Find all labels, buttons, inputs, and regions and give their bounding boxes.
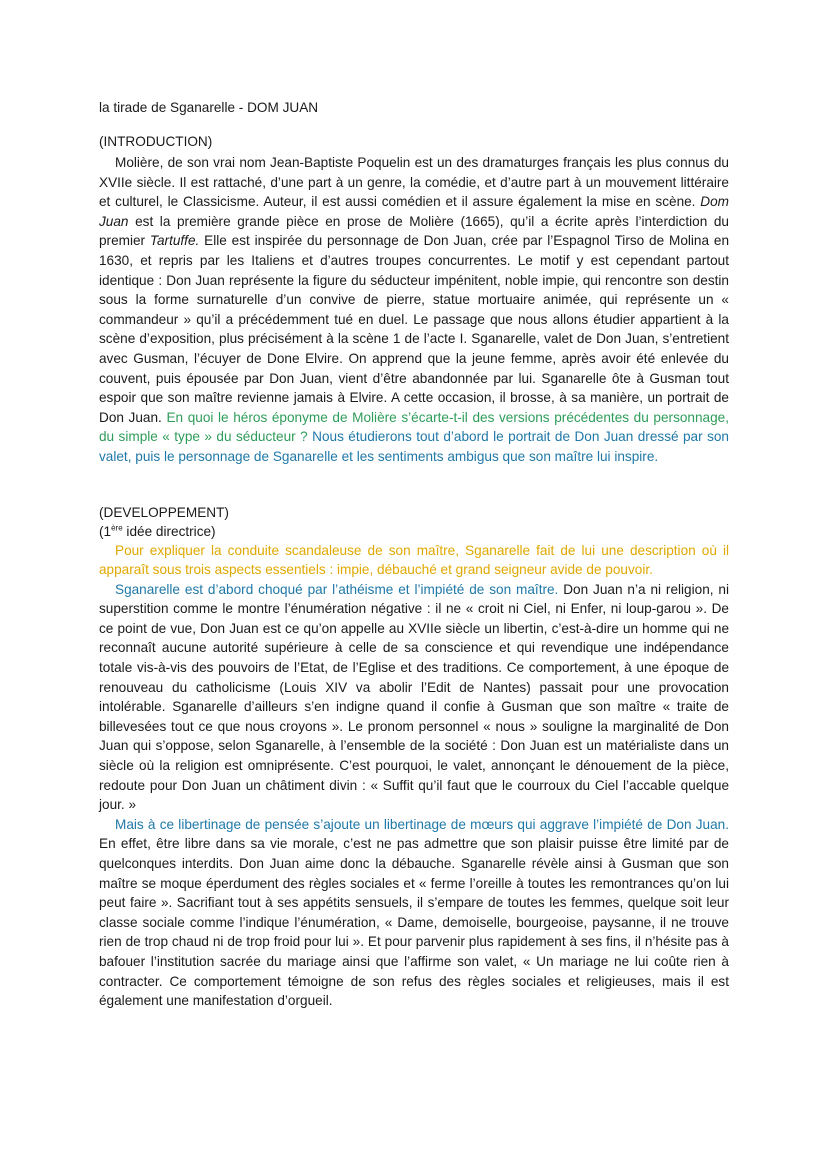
paragraph-atheisme	[99, 580, 729, 815]
idea-label	[99, 522, 729, 541]
body-atheisme: Don Juan n’a ni religion, ni superstition comme le montre l’énumération négative : il ne « croit ni Ciel, ni Enfer, ni loup-garou ». De ce point de vue, Don Juan est ce qu’on appelle au XVIIe siècle un libertin, c’est-à-dire un homme qui ne reconnaît aucune autorité supérieure à celle de sa conscience et qui revendique une indépendance totale vis-à-vis des pouvoirs de l’Etat, de l’Eglise et des traditions. Ce comportement, à une époque de renouveau du catholicisme (Louis XIV va abolir l’Edit de Nantes) passait pour une provocation intolérable. Sganarelle d’ailleurs s’en indigne quand il confie à Gusman que son maître « traite de billevesées tout ce que nous croyons ». Le pronom personnel « nous » souligne la marginalité de Don Juan qui s’oppose, selon Sganarelle, à l’ensemble de la société : Don Juan est un matérialiste dans un siècle où la religion est omniprésente. C’est pourquoi, le valet, annonçant le dénouement de la pièce, redoute pour Don Juan un châtiment divin : « Suffit qu’il faut que le courroux du Ciel l’accable quelque jour. »	[99, 581, 729, 813]
topic-sentence-atheisme: Sganarelle est d’abord choqué par l’athéisme et l’impiété de son maître.	[115, 581, 559, 597]
intro-heading: (INTRODUCTION)	[99, 134, 213, 149]
development-heading: (DEVELOPPEMENT)	[99, 504, 229, 520]
intro-paragraph	[99, 153, 729, 467]
intro-text-a: Molière, de son vrai nom Jean-Baptiste Poquelin est un des dramaturges français les plus connus du XVIIe siècle. Il est rattaché, d’une part à un genre, la comédie, et d’autre part à un mouvement littéraire et culturel, le Classicisme. Auteur, il est aussi comédien et il assure également la mise en scène.	[99, 155, 729, 210]
intro-text-b: est la première grande pièce en prose de Molière (1665), qu’il a écrite après l’interdiction du premier	[99, 213, 729, 249]
body-libertinage: En effet, être libre dans sa vie morale, c’est ne pas admettre que son plaisir puisse être limité par de quelconques interdits. Don Juan aime donc la débauche. Sganarelle révèle ainsi à Gusman que son maître se moque éperdument des règles sociales et « ferme l’oreille à toutes les remontrances qu’on lui peut faire ». Sacrifiant tout à ses appétits sensuels, il s’empare de toutes les femmes, quelque soit leur classe sociale comme l’indique l’énumération, « Dame, demoiselle, bourgeoise, paysanne, il ne trouve rien de trop chaud ni de trop froid pour lui ». Et pour parvenir plus rapidement à ses fins, il n’hésite pas à bafouer l’institution sacrée du mariage ainsi que l’affirme son valet, « Un mariage ne lui coûte rien à contracter. Ce comportement témoigne de son refus des règles sociales et religieuses, mais il est également une manifestation d’orgueil.	[99, 836, 729, 1009]
idea-number: (1	[99, 523, 112, 539]
plan-annonce: Nous étudierons tout d’abord le portrait de Don Juan dressé par son valet, puis le personnage de Sganarelle et les sentiments ambigus que son maître lui inspire.	[99, 429, 729, 464]
section-spacer	[99, 467, 729, 503]
idea-label-text: idée directrice)	[122, 523, 216, 539]
intro-title-dom-juan: Dom Juan	[99, 194, 729, 229]
intro-text-c: Elle est inspirée du personnage de Don Juan, crée par l’Espagnol Tirso de Molina en 1630, et repris par les Italiens et d’autres troupes concurrentes. Le motif y est cependant partout identique : Don Juan représente la figure du séducteur impénitent, noble impie, qui rencontre son destin sous la forme surnaturelle d’un convive de pierre, statue mortuaire animée, qui représente un « commandeur » qu’il a précédemment tué en duel. Le passage que nous allons étudier appartient à la scène d’exposition, plus précisément à la scène 1 de l’acte I. Sganarelle, valet de Don Juan, s’entretient avec Gusman, l’écuyer de Done Elvire. On apprend que la jeune femme, après avoir été enlevée du couvent, puis épousée par Don Juan, vient d’être abandonnée par lui. Sganarelle ôte à Gusman tout espoir que son maître revienne jamais à Elvire. A cette occasion, il brosse, à sa manière, un portrait de Don Juan.	[99, 233, 730, 425]
intro-title-tartuffe: Tartuffe.	[149, 233, 200, 249]
document-title: la tirade de Sganarelle - DOM JUAN	[99, 100, 319, 115]
idea-superscript: ère	[111, 522, 123, 532]
main-idea: Pour expliquer la conduite scandaleuse de son maître, Sganarelle fait de lui une description où il apparaît sous trois aspects essentiels : impie, débauché et grand seigneur avide de pouvoir.	[99, 542, 729, 578]
problematique: En quoi le héros éponyme de Molière s’écarte-t-il des versions précédentes du personnage, du simple « type » du séducteur ?	[99, 409, 730, 445]
topic-sentence-libertinage: Mais à ce libertinage de pensée s’ajoute un libertinage de mœurs qui aggrave l’impiété de Don Juan.	[115, 816, 729, 832]
paragraph-libertinage	[99, 815, 729, 1011]
